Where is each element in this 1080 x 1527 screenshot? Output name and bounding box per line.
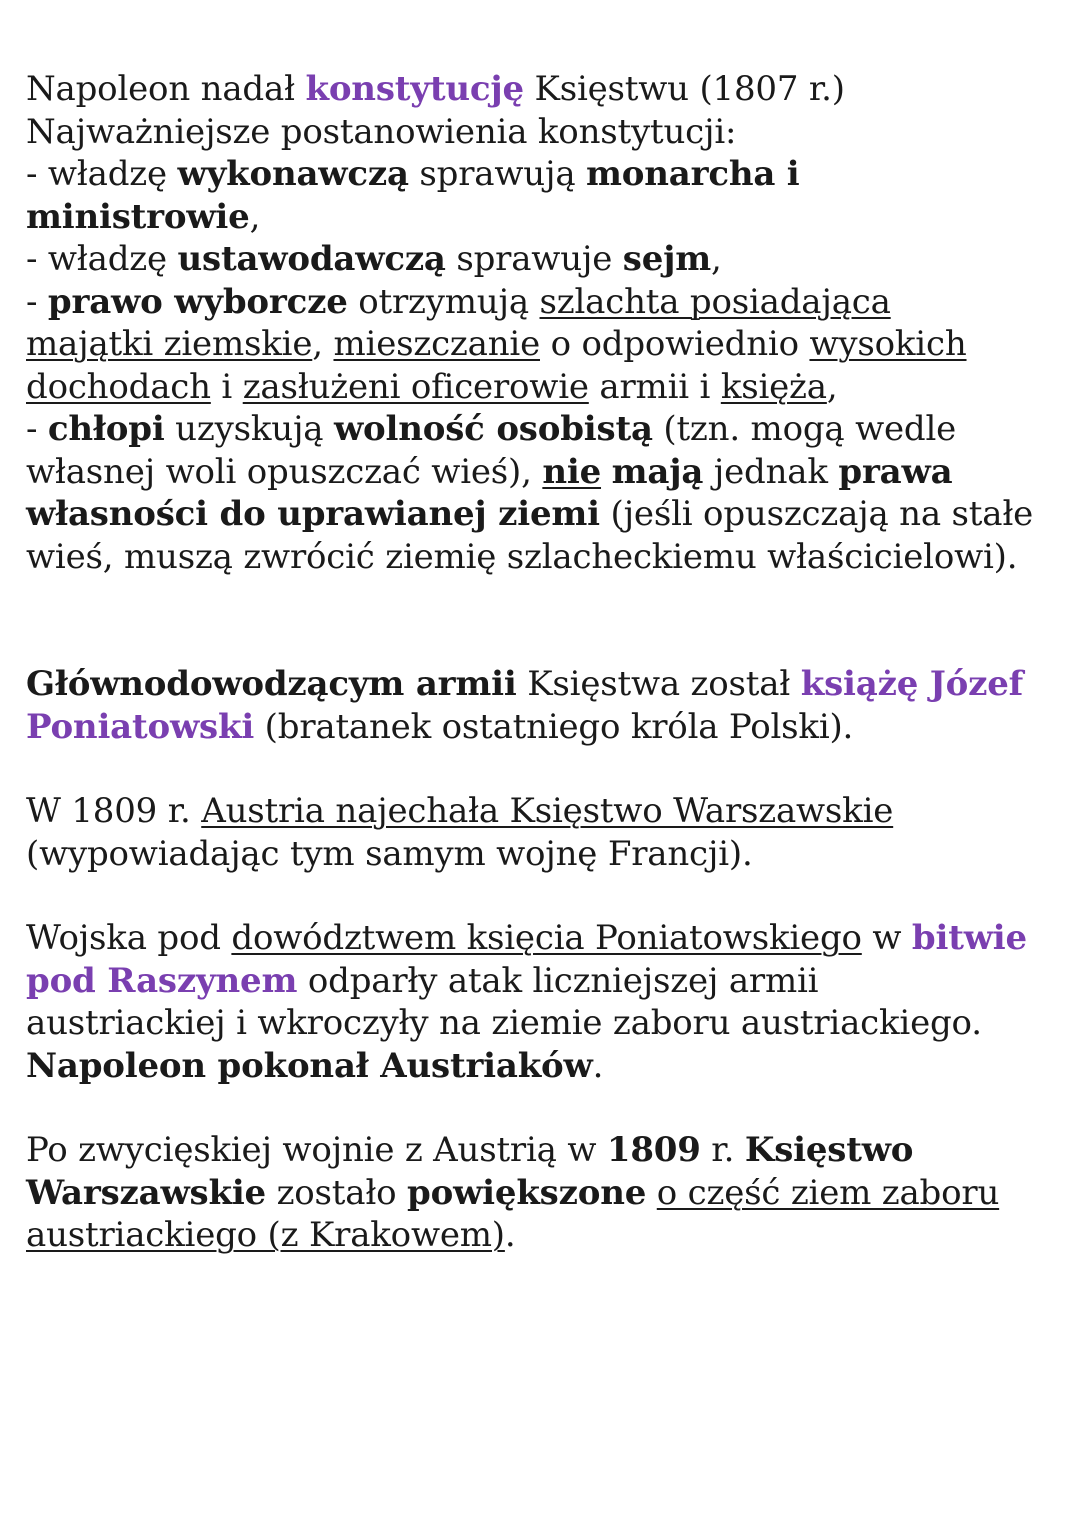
underlined-term: majątki ziemskie <box>26 324 313 364</box>
highlight-term: bitwie <box>911 918 1027 958</box>
paragraph-raszyn <box>26 917 1066 1087</box>
text-span: odparły atak liczniejszej armii <box>297 960 819 1001</box>
text-span: . <box>504 1215 516 1255</box>
text-span: Po zwycięskiej wojnie z Austrią w <box>26 1130 607 1170</box>
text-line <box>26 323 1066 366</box>
text-line <box>26 706 1066 749</box>
bold-term: chłopi <box>47 409 165 449</box>
bold-term: ministrowie <box>26 196 250 237</box>
text-span: Księstwa został <box>516 664 801 704</box>
underlined-term: dowództwem księcia Poniatowskiego <box>231 918 862 958</box>
bold-term: Głównodowodzącym armii <box>26 664 517 704</box>
text-line <box>26 408 1066 451</box>
text-span: i <box>210 366 243 407</box>
text-line: (wypowiadając tym samym wojnę Francji). <box>26 833 753 874</box>
bold-term: sejm <box>622 239 712 279</box>
text-span: otrzymują <box>347 281 540 322</box>
text-line <box>26 1172 1066 1215</box>
spacer <box>26 1087 1066 1129</box>
text-span: , <box>826 366 838 407</box>
text-span: - władzę <box>26 239 178 279</box>
text-line <box>26 960 1066 1003</box>
paragraph-enlargement <box>26 1129 1066 1257</box>
bold-term: prawo wyborcze <box>47 281 348 322</box>
text-line <box>26 196 1066 239</box>
underlined-term: austriackiego (z Krakowem) <box>26 1215 505 1255</box>
text-span: - władzę <box>26 154 178 194</box>
text-line <box>26 1129 1066 1172</box>
bold-term: ustawodawczą <box>177 239 446 279</box>
text-span: W 1809 r. <box>26 791 202 831</box>
bold-term: własności do uprawianej ziemi <box>26 494 600 534</box>
paragraph-austria-invasion <box>26 790 1066 875</box>
text-span: , <box>711 239 722 279</box>
bold-term: Księstwo <box>744 1130 914 1170</box>
text-line <box>26 238 1066 281</box>
text-span <box>646 1173 657 1213</box>
underlined-term: dochodach <box>26 366 211 407</box>
text-span: własnej woli opuszczać wieś), <box>26 451 543 492</box>
underlined-term: zasłużeni oficerowie <box>242 366 589 407</box>
highlight-term: konstytucję <box>305 69 524 109</box>
document-page <box>26 68 1066 1257</box>
text-line <box>26 451 1066 494</box>
bold-term: Napoleon pokonał Austriaków <box>26 1045 593 1086</box>
text-span: - <box>26 281 48 322</box>
text-line: Najważniejsze postanowienia konstytucji: <box>26 111 737 152</box>
underlined-term: szlachta posiadająca <box>539 281 891 322</box>
text-span: sprawuje <box>445 239 623 279</box>
highlight-term: Poniatowski <box>26 706 255 747</box>
text-span: o odpowiednio <box>540 324 810 364</box>
bold-term: Warszawskie <box>26 1172 266 1213</box>
bold-term: wolność osobistą <box>333 409 653 449</box>
underlined-term: księża <box>720 366 827 407</box>
highlight-term: pod Raszynem <box>26 960 298 1001</box>
text-line <box>26 366 1066 409</box>
underlined-term: wysokich <box>809 324 967 364</box>
text-span: r. <box>700 1130 745 1170</box>
text-line: wieś, muszą zwrócić ziemię szlacheckiemu właścicielowi). <box>26 536 1018 577</box>
underlined-term: mieszczanie <box>333 324 540 364</box>
text-span: , <box>312 324 334 364</box>
paragraph-commander <box>26 663 1066 748</box>
text-span: (jeśli opuszczają na stałe <box>599 494 1034 534</box>
spacer <box>26 748 1066 790</box>
text-span: zostało <box>265 1172 408 1213</box>
bold-term: monarcha i <box>586 154 800 194</box>
bold-term: mają <box>611 451 704 492</box>
text-line <box>26 917 1066 960</box>
paragraph-constitution <box>26 68 1066 578</box>
bold-term: 1809 <box>606 1130 701 1170</box>
text-line <box>26 281 1066 324</box>
text-line <box>26 790 1066 833</box>
text-line <box>26 1214 1066 1257</box>
text-span: , <box>249 196 261 237</box>
text-span: w <box>861 918 912 958</box>
spacer <box>26 875 1066 917</box>
underlined-term: Austria najechała Księstwo Warszawskie <box>201 791 894 831</box>
text-span: sprawują <box>408 154 586 194</box>
bold-term: prawa <box>838 451 953 492</box>
text-span: . <box>592 1045 604 1086</box>
underlined-term: o część ziem zaboru <box>656 1172 1000 1213</box>
text-line <box>26 153 1066 196</box>
text-span: uzyskują <box>164 409 334 449</box>
text-span <box>601 452 612 492</box>
text-line: austriackiej i wkroczyły na ziemie zaboru austriackiego. <box>26 1003 982 1043</box>
spacer <box>26 578 1066 663</box>
text-span: jednak <box>703 451 839 492</box>
text-line <box>26 493 1066 536</box>
text-span: Napoleon nadał <box>26 69 306 109</box>
text-span: (bratanek ostatniego króla Polski). <box>254 706 854 747</box>
text-span: Wojska pod <box>26 918 232 958</box>
bold-term: powiększone <box>407 1172 647 1213</box>
text-line <box>26 68 1066 111</box>
text-span: (tzn. mogą wedle <box>652 409 957 449</box>
bold-term: wykonawczą <box>177 154 409 194</box>
bold-underlined-term: nie <box>542 451 602 492</box>
text-span: - <box>26 409 48 449</box>
text-span: armii i <box>588 366 721 407</box>
text-span: Księstwu (1807 r.) <box>523 69 845 109</box>
text-line <box>26 663 1066 706</box>
text-line <box>26 1045 1066 1088</box>
highlight-term: książę Józef <box>800 664 1024 704</box>
